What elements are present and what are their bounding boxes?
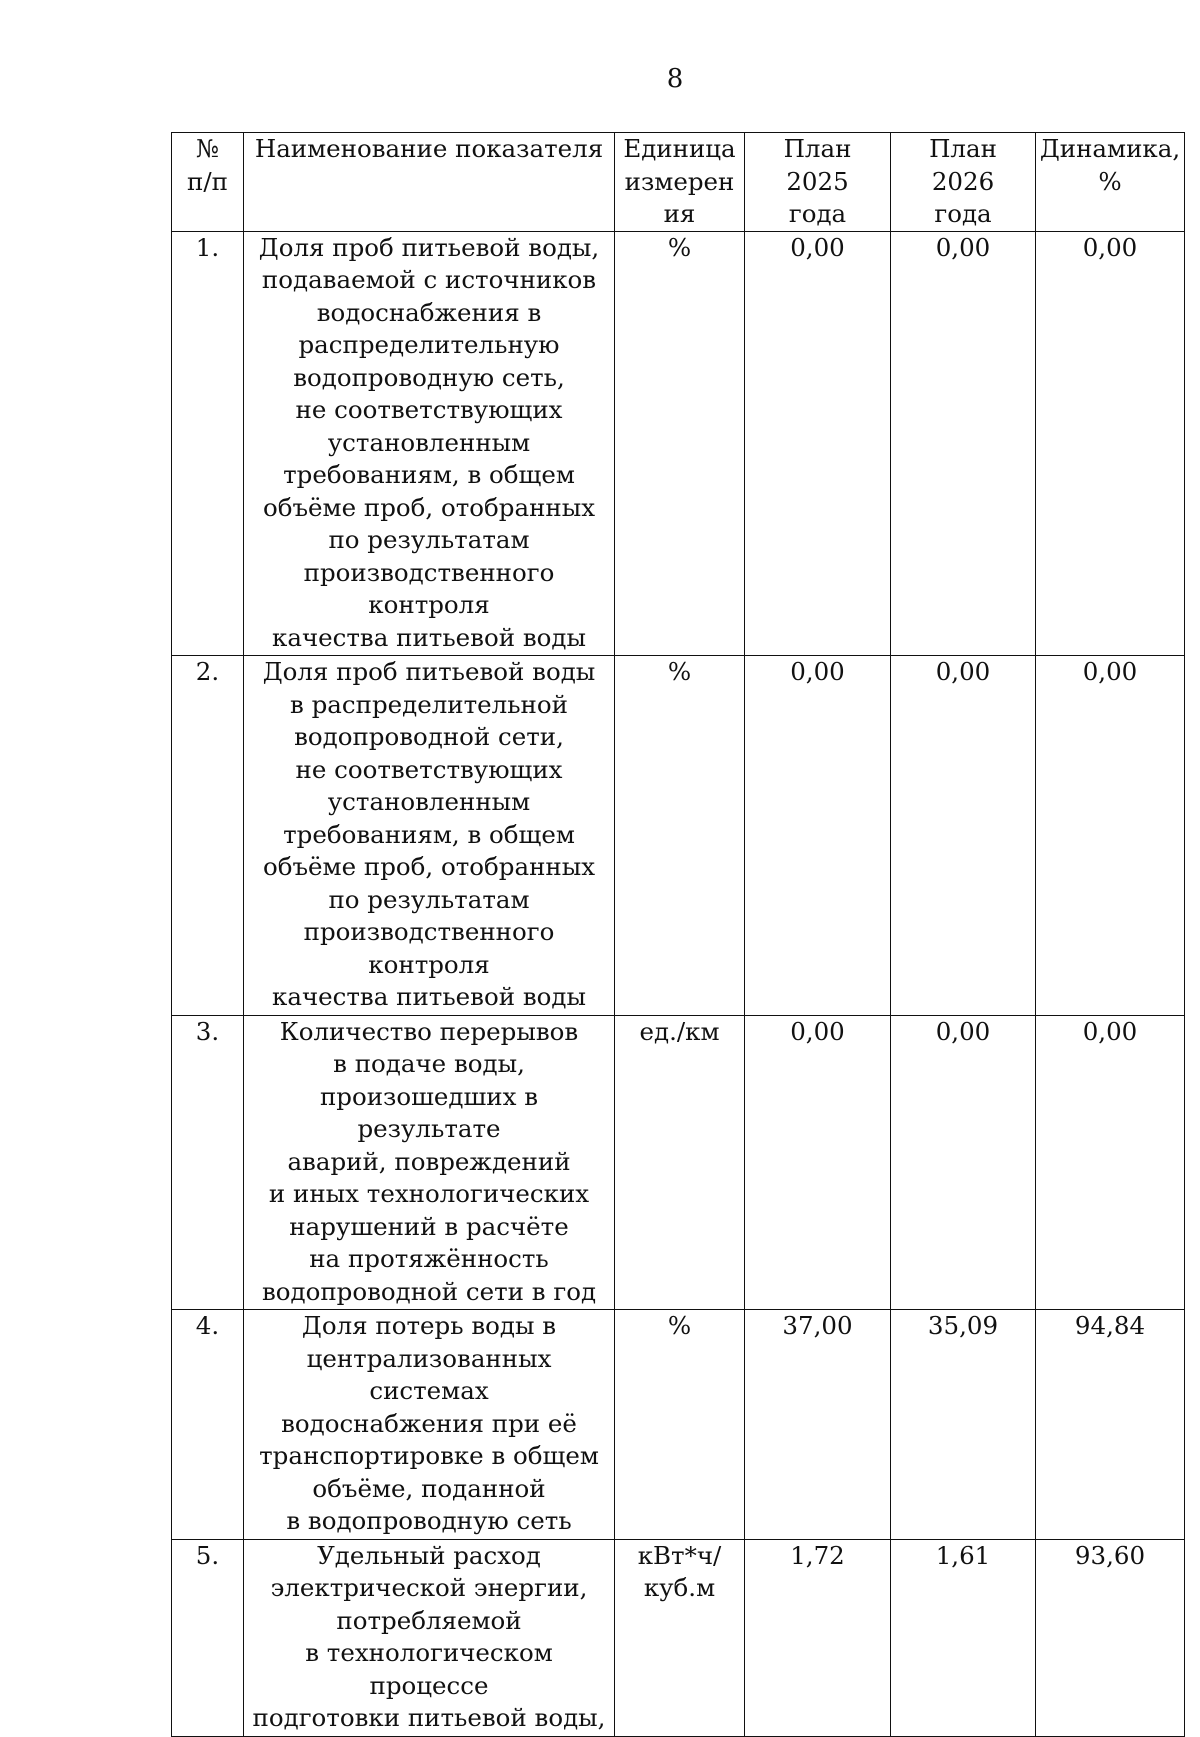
indicator-name: Количество перерывов в подаче воды, произошедших в результате аварий, повреждений и иных технологических нарушений в расчёте на протяжённость водопроводной сети в год bbox=[244, 1015, 615, 1310]
table-row bbox=[172, 656, 1185, 1016]
unit-cell: % bbox=[615, 1310, 745, 1540]
dynamics-cell: 0,00 bbox=[1036, 656, 1185, 1016]
indicator-name: Доля потерь воды в централизованных системах водоснабжения при её транспортировке в общем объёме, поданной в водопроводную сеть bbox=[244, 1310, 615, 1540]
table-header-row bbox=[172, 133, 1185, 232]
indicator-name: Удельный расход электрической энергии, потребляемой в технологическом процессе подготовки питьевой воды, bbox=[244, 1539, 615, 1736]
header-unit: Единица измерен ия bbox=[615, 133, 745, 232]
header-dynamics: Динамика, % bbox=[1036, 133, 1185, 232]
header-plan-2026: План 2026 года bbox=[891, 133, 1036, 232]
table-row bbox=[172, 1539, 1185, 1736]
header-indicator-name: Наименование показателя bbox=[244, 133, 615, 232]
plan-2026-cell: 0,00 bbox=[891, 656, 1036, 1016]
row-number: 3. bbox=[172, 1015, 244, 1310]
table-row bbox=[172, 1310, 1185, 1540]
plan-2026-cell: 1,61 bbox=[891, 1539, 1036, 1736]
unit-cell: % bbox=[615, 656, 745, 1016]
row-number: 1. bbox=[172, 231, 244, 656]
dynamics-cell: 0,00 bbox=[1036, 231, 1185, 656]
dynamics-cell: 0,00 bbox=[1036, 1015, 1185, 1310]
plan-2026-cell: 0,00 bbox=[891, 231, 1036, 656]
plan-2026-cell: 35,09 bbox=[891, 1310, 1036, 1540]
header-plan-2025: План 2025 года bbox=[745, 133, 891, 232]
row-number: 4. bbox=[172, 1310, 244, 1540]
unit-cell: % bbox=[615, 231, 745, 656]
indicators-table bbox=[171, 132, 1185, 1737]
dynamics-cell: 93,60 bbox=[1036, 1539, 1185, 1736]
plan-2025-cell: 0,00 bbox=[745, 1015, 891, 1310]
row-number: 2. bbox=[172, 656, 244, 1016]
row-number: 5. bbox=[172, 1539, 244, 1736]
indicator-name: Доля проб питьевой воды, подаваемой с источников водоснабжения в распределительную водопроводную сеть, не соответствующих установленным требованиям, в общем объёме проб, отобранных по результатам производственного контроля качества питьевой воды bbox=[244, 231, 615, 656]
plan-2025-cell: 37,00 bbox=[745, 1310, 891, 1540]
plan-2025-cell: 1,72 bbox=[745, 1539, 891, 1736]
unit-cell: кВт*ч/ куб.м bbox=[615, 1539, 745, 1736]
header-number: № п/п bbox=[172, 133, 244, 232]
table-row bbox=[172, 1015, 1185, 1310]
indicator-name: Доля проб питьевой воды в распределительной водопроводной сети, не соответствующих установленным требованиям, в общем объёме проб, отобранных по результатам производственного контроля качества питьевой воды bbox=[244, 656, 615, 1016]
dynamics-cell: 94,84 bbox=[1036, 1310, 1185, 1540]
page-number: 8 bbox=[666, 64, 684, 94]
table-row bbox=[172, 231, 1185, 656]
plan-2025-cell: 0,00 bbox=[745, 656, 891, 1016]
plan-2026-cell: 0,00 bbox=[891, 1015, 1036, 1310]
plan-2025-cell: 0,00 bbox=[745, 231, 891, 656]
unit-cell: ед./км bbox=[615, 1015, 745, 1310]
